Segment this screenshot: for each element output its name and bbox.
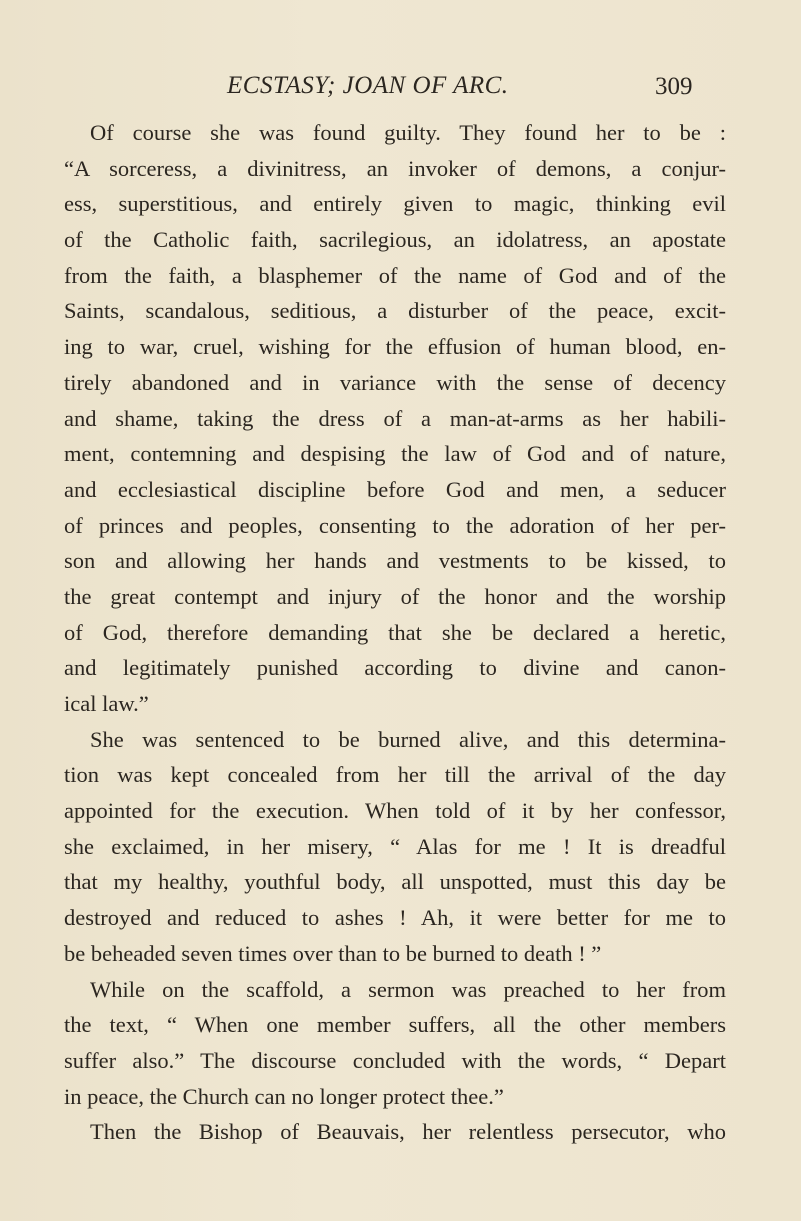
text-line: of princes and peoples, consenting to the adoration of her per-: [64, 512, 726, 538]
text-line: ical law.”: [64, 691, 149, 716]
text-line: suffer also.” The discourse concluded with the words, “ Depart: [64, 1047, 726, 1073]
text-line: destroyed and reduced to ashes ! Ah, it were better for me to: [64, 905, 726, 931]
text-line: the great contempt and injury of the honor and the worship: [64, 583, 726, 609]
paragraph: [64, 1114, 726, 1150]
text-line: and shame, taking the dress of a man-at-arms as her habili-: [64, 405, 726, 431]
text-line: Then the Bishop of Beauvais, her relentless persecutor, who: [90, 1119, 726, 1145]
text-line: “A sorceress, a divinitress, an invoker of demons, a conjur-: [64, 155, 726, 181]
text-line: in peace, the Church can no longer protect thee.”: [64, 1083, 504, 1109]
text-line: from the faith, a blasphemer of the name of God and of the: [64, 262, 726, 288]
text-line: and ecclesiastical discipline before God and men, a seducer: [64, 476, 726, 502]
text-line: Of course she was found guilty. They found her to be :: [90, 120, 726, 145]
text-line: the text, “ When one member suffers, all the other members: [64, 1012, 726, 1038]
text-line: son and allowing her hands and vestments to be kissed, to: [64, 548, 726, 574]
text-line: ing to war, cruel, wishing for the effusion of human blood, en-: [64, 334, 726, 360]
page-header: [0, 72, 801, 112]
text-line: Saints, scandalous, seditious, a disturber of the peace, excit-: [64, 298, 726, 324]
text-line: of God, therefore demanding that she be declared a heretic,: [64, 619, 726, 645]
text-line: that my healthy, youthful body, all unspotted, must this day be: [64, 869, 726, 895]
text-line: she exclaimed, in her misery, “ Alas for me ! It is dreadful: [64, 833, 726, 859]
paragraph: [64, 115, 726, 722]
text-line: be beheaded seven times over than to be burned to death ! ”: [64, 940, 602, 966]
paragraph: [64, 972, 726, 1115]
text-line: ment, contemning and despising the law of God and of nature,: [64, 441, 726, 467]
running-title: ECSTASY; JOAN OF ARC.: [227, 72, 509, 99]
text-line: and legitimately punished according to divine and canon-: [64, 655, 726, 681]
text-line: tion was kept concealed from her till the arrival of the day: [64, 762, 726, 788]
text-line: of the Catholic faith, sacrilegious, an idolatress, an apostate: [64, 227, 726, 253]
text-line: appointed for the execution. When told of it by her confessor,: [64, 798, 726, 824]
page-number: 309: [655, 73, 693, 100]
body-text: [64, 115, 726, 1150]
paragraph: [64, 722, 726, 972]
text-line: She was sentenced to be burned alive, and this determina-: [90, 726, 726, 752]
text-line: tirely abandoned and in variance with the sense of decency: [64, 369, 726, 395]
text-line: While on the scaffold, a sermon was preached to her from: [90, 976, 726, 1002]
text-line: ess, superstitious, and entirely given to magic, thinking evil: [64, 191, 726, 217]
